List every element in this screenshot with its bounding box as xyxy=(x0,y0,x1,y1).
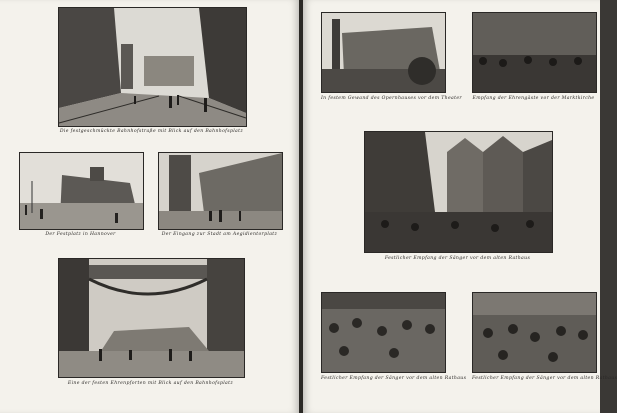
photo-market-square xyxy=(364,131,553,253)
caption-arch-gate: Eine der festen Ehrenpforten mit Blick auf den Bahnhofsplatz xyxy=(67,381,234,386)
photo-opera-house xyxy=(321,12,446,93)
caption-crowd-right: Festlicher Empfang der Sänger vor dem alten Rathaus xyxy=(472,376,617,381)
caption-street-view: Die festgeschmückte Bahnhofstraße mit Blick auf den Bahnhofsplatz xyxy=(59,129,244,134)
photo-city-entrance xyxy=(158,152,283,230)
caption-crowd-reception: Empfang der Ehrengäste vor der Marktkirche xyxy=(472,96,595,101)
photo-crowd-reception xyxy=(472,12,597,93)
caption-crowd-left: Festlicher Empfang der Sänger vor dem alten Rathaus xyxy=(321,376,467,381)
photo-arch-gate xyxy=(58,258,245,378)
caption-opera-house: In festem Gewand des Opernhauses vor dem Theater xyxy=(321,96,462,101)
caption-city-entrance: Der Eingang zur Stadt am Aegidientorplatz xyxy=(161,232,278,237)
caption-market-square: Festlicher Empfang der Sänger vor dem alten Rathaus xyxy=(384,256,531,261)
caption-festival-square: Der Festplatz in Hannover xyxy=(45,232,116,237)
photo-crowd-left xyxy=(321,292,446,373)
photo-crowd-right xyxy=(472,292,597,373)
photo-street-view xyxy=(58,7,247,127)
photo-festival-square xyxy=(19,152,144,230)
